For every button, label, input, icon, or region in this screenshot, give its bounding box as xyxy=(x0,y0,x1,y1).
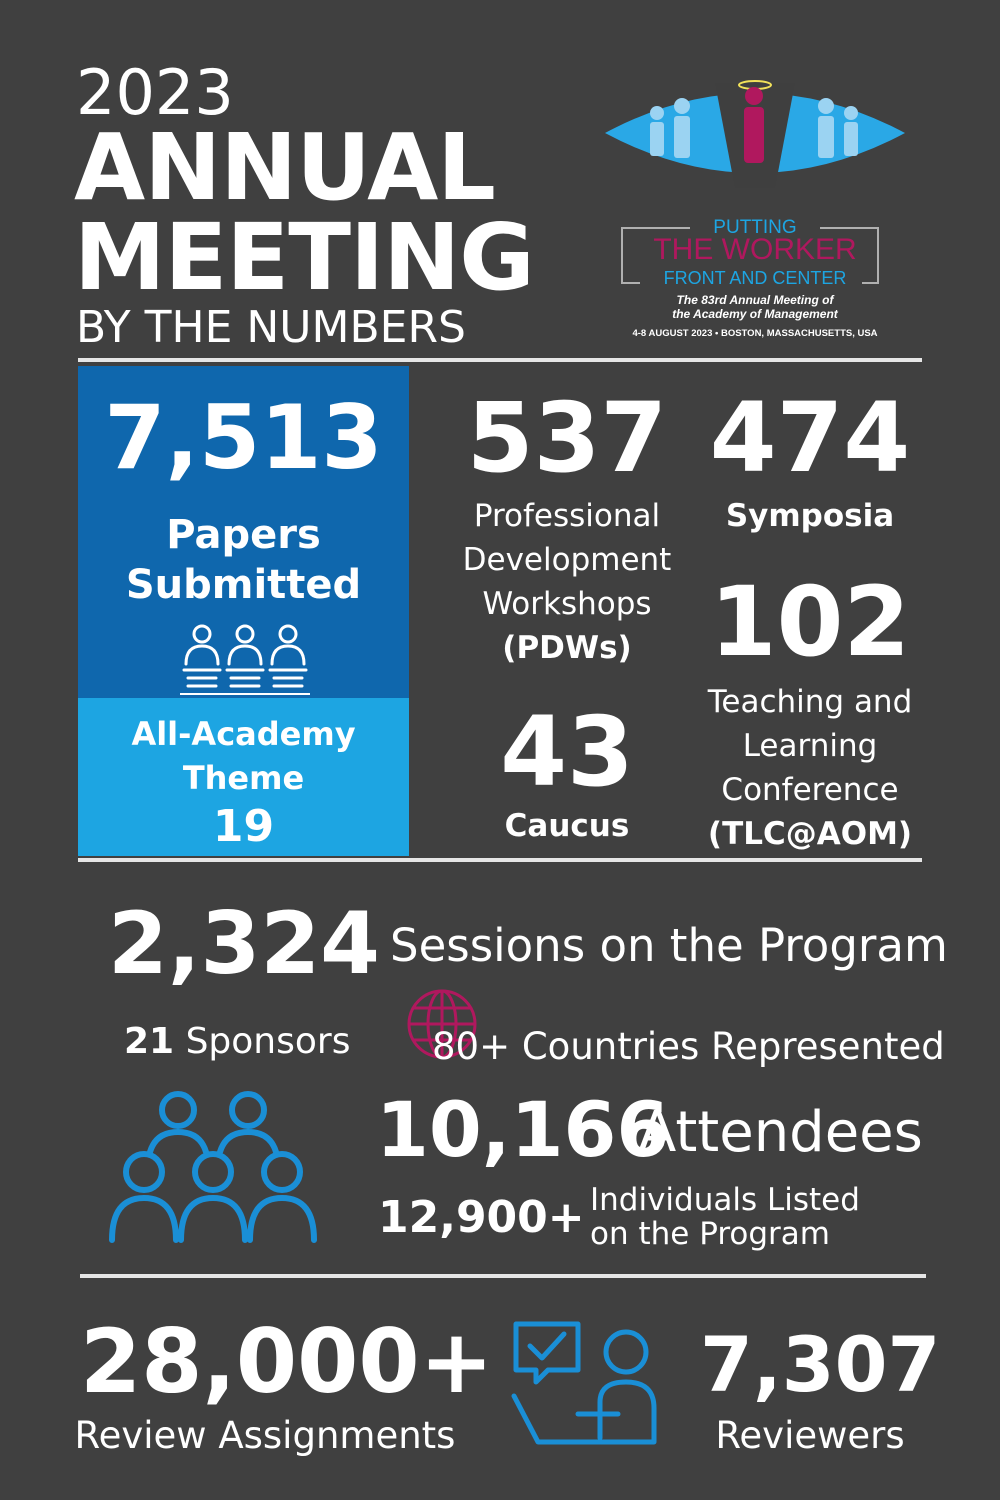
review-assignments-label: Review Assignments xyxy=(74,1414,456,1457)
divider-middle xyxy=(78,858,922,862)
group-people-icon xyxy=(108,1086,318,1248)
three-people-icon xyxy=(180,622,310,696)
meeting-logo xyxy=(600,78,910,348)
tlc-number: 102 xyxy=(709,566,911,678)
countries-label: 80+ Countries Represented xyxy=(432,1025,945,1068)
logo-worker: THE WORKER xyxy=(653,233,857,266)
papers-label xyxy=(78,510,409,610)
divider-bottom xyxy=(80,1274,926,1278)
header-subtitle: BY THE NUMBERS xyxy=(76,302,466,353)
logo-front: FRONT AND CENTER xyxy=(663,268,847,288)
pdw-label-line3: Workshops xyxy=(482,586,652,622)
tlc-label xyxy=(690,680,930,856)
papers-label-line1: Papers xyxy=(166,512,321,558)
tlc-label-line3: Conference xyxy=(721,772,899,808)
caucus-label: Caucus xyxy=(504,808,630,844)
pdw-label xyxy=(440,494,694,670)
attendees-label: Attendees xyxy=(638,1100,923,1165)
reviewers-label: Reviewers xyxy=(715,1414,905,1457)
divider-top xyxy=(78,358,922,362)
theme-label-line1: All-Academy xyxy=(131,715,356,753)
theme-label xyxy=(78,712,409,800)
tlc-label-line4: (TLC@AOM) xyxy=(707,816,913,852)
tlc-label-line1: Teaching and xyxy=(707,684,913,720)
logo-sub1: The 83rd Annual Meeting of xyxy=(676,293,834,307)
sponsors-stat xyxy=(124,1018,350,1066)
symposia-label: Symposia xyxy=(725,498,895,534)
header-year: 2023 xyxy=(76,56,234,129)
theme-number: 19 xyxy=(212,801,275,852)
caucus-number: 43 xyxy=(500,696,634,808)
header-title-line2: MEETING xyxy=(74,204,534,311)
review-assignments-number: 28,000+ xyxy=(80,1310,494,1413)
tlc-label-line2: Learning xyxy=(742,728,878,764)
papers-label-line2: Submitted xyxy=(125,562,362,608)
logo-putting: PUTTING xyxy=(713,217,797,238)
pdw-label-line1: Professional xyxy=(473,498,661,534)
pdw-number: 537 xyxy=(466,382,668,494)
pdw-label-line2: Development xyxy=(462,542,672,578)
papers-number: 7,513 xyxy=(104,386,383,489)
logo-sub2: the Academy of Management xyxy=(672,307,838,321)
individuals-number: 12,900+ xyxy=(378,1192,585,1243)
attendees-number: 10,166 xyxy=(376,1085,670,1174)
sponsors-number: 21 xyxy=(124,1021,175,1062)
pdw-label-line4: (PDWs) xyxy=(502,630,632,666)
header-title-line1: ANNUAL xyxy=(74,114,495,221)
sessions-number: 2,324 xyxy=(108,894,381,994)
theme-label-line2: Theme xyxy=(182,759,305,797)
reviewers-number: 7,307 xyxy=(700,1320,941,1409)
sessions-label: Sessions on the Program xyxy=(390,919,948,972)
sponsors-label: Sponsors xyxy=(185,1021,351,1062)
individuals-label-line1: Individuals Listed xyxy=(590,1182,860,1218)
eye-logo-icon xyxy=(605,81,905,188)
reviewer-chat-icon xyxy=(508,1318,668,1450)
individuals-label-line2: on the Program xyxy=(590,1216,830,1252)
logo-date: 4-8 AUGUST 2023 • BOSTON, MASSACHUSETTS, USA xyxy=(632,328,878,339)
symposia-number: 474 xyxy=(709,382,911,494)
